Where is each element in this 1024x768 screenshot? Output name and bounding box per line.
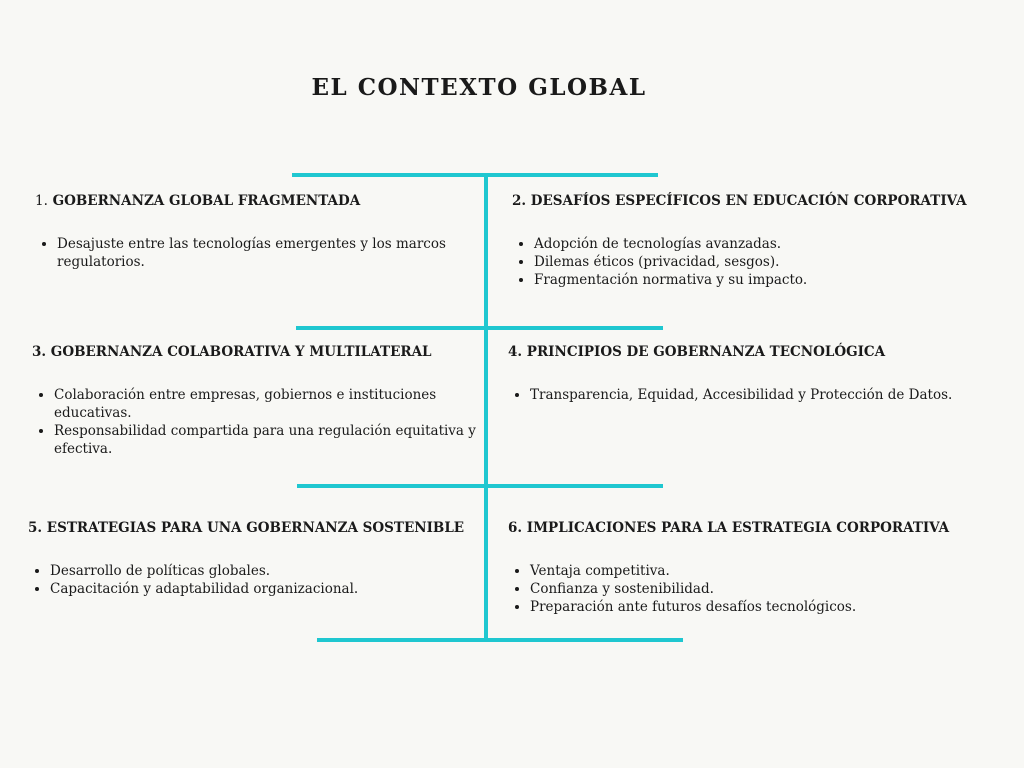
- section-1: [35, 193, 455, 271]
- bullet-list: [508, 386, 988, 404]
- divider-line-upper: [296, 326, 663, 330]
- section-number: 6.: [508, 520, 523, 536]
- bullet-list: [512, 235, 982, 289]
- bullet-item: • Desajuste entre las tecnologías emergentes y los marcos regulatorios.: [57, 235, 455, 271]
- section-3: [32, 344, 477, 458]
- section-heading: [28, 520, 478, 536]
- section-heading: [35, 193, 455, 209]
- page-title: EL CONTEXTO GLOBAL: [311, 74, 647, 101]
- bullet-item: • Dilemas éticos (privacidad, sesgos).: [534, 253, 982, 271]
- section-heading: [512, 193, 982, 209]
- bullet-list: [28, 562, 478, 598]
- section-title: GOBERNANZA COLABORATIVA Y MULTILATERAL: [50, 344, 432, 360]
- vertical-divider: [484, 175, 488, 641]
- section-2: [512, 193, 982, 289]
- section-6: [508, 520, 988, 616]
- section-number: 3.: [32, 344, 47, 360]
- bullet-item: • Capacitación y adaptabilidad organizacional.: [50, 580, 478, 598]
- bullet-item: • Confianza y sostenibilidad.: [530, 580, 988, 598]
- bullet-item: • Colaboración entre empresas, gobiernos e instituciones educativas.: [54, 386, 477, 422]
- divider-line-bottom: [317, 638, 683, 642]
- section-number: 1.: [35, 193, 48, 209]
- bullet-list: [32, 386, 477, 458]
- bullet-list: [508, 562, 988, 616]
- section-heading: [508, 344, 988, 360]
- section-4: [508, 344, 988, 404]
- section-title: IMPLICACIONES PARA LA ESTRATEGIA CORPORATIVA: [526, 520, 950, 536]
- divider-line-lower: [297, 484, 663, 488]
- section-5: [28, 520, 478, 598]
- section-heading: [32, 344, 477, 360]
- section-number: 2.: [512, 193, 527, 209]
- bullet-item: • Desarrollo de políticas globales.: [50, 562, 478, 580]
- bullet-item: • Transparencia, Equidad, Accesibilidad y Protección de Datos.: [530, 386, 988, 404]
- bullet-item: • Preparación ante futuros desafíos tecnológicos.: [530, 598, 988, 616]
- bullet-item: • Adopción de tecnologías avanzadas.: [534, 235, 982, 253]
- section-title: PRINCIPIOS DE GOBERNANZA TECNOLÓGICA: [526, 344, 886, 360]
- section-number: 4.: [508, 344, 523, 360]
- bullet-item: • Responsabilidad compartida para una regulación equitativa y efectiva.: [54, 422, 477, 458]
- section-title: GOBERNANZA GLOBAL FRAGMENTADA: [52, 193, 361, 209]
- bullet-item: • Fragmentación normativa y su impacto.: [534, 271, 982, 289]
- section-heading: [508, 520, 988, 536]
- bullet-list: [35, 235, 455, 271]
- divider-line-top: [292, 173, 658, 177]
- section-title: DESAFÍOS ESPECÍFICOS EN EDUCACIÓN CORPORATIVA: [530, 193, 967, 209]
- bullet-item: • Ventaja competitiva.: [530, 562, 988, 580]
- section-title: ESTRATEGIAS PARA UNA GOBERNANZA SOSTENIBLE: [46, 520, 465, 536]
- section-number: 5.: [28, 520, 43, 536]
